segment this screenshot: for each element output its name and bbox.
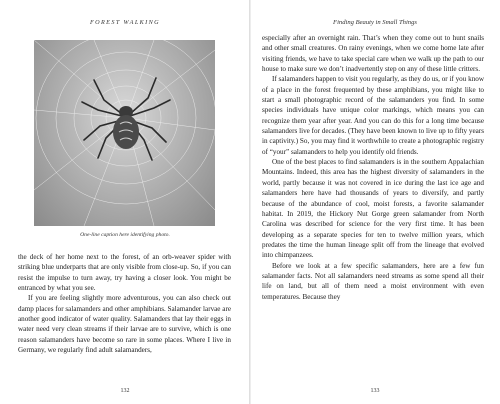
paragraph: If salamanders happen to visit you regularly, as they do us, or if you know of a place in the forest frequented by these amphibians, you might like to start a small photographic record of the salamanders you find. In some species individuals have unique color markings, which means you can recognize them year after year. And you can do this for a long time because salamanders live for decades. (They have been known to live up to fifty years in captivity.) So, you may find it worthwhile to create a photographic registry of “your” salamanders to help you identify old friends. [262, 75, 484, 156]
page-number-right: 133 [370, 388, 380, 394]
paragraph: If you are feeling slightly more adventurous, you can also check out damp places for salamanders and other amphibians. Salamander larvae are another good indicator of water quality. Salamanders that lay their eggs in water need very clean streams if their larvae are to survive, which is one reason salamanders have become so rare in some places. Where I live in Germany, we regularly find adult salamanders, [18, 294, 231, 355]
left-body-text [18, 252, 231, 355]
spider-photo [34, 40, 215, 226]
right-page [250, 0, 500, 404]
paragraph: One of the best places to find salamanders is in the southern Appalachian Mountains. Indeed, this area has the highest diversity of salamanders in the world, partly because it was not covered in ice during the last ice age and salamanders here have had thousands of years to diversify, and partly because of the abundance of cool, moist forests, a favorite salamander habitat. In 2019, the Hickory Nut Gorge green salamander from North Carolina was described for science for the very first time. It has been developing as a separate species for ten to twelve million years, which predates the time the human lineage split off from the lineage that evolved into chimpanzees. [262, 158, 484, 260]
running-head-left: FOREST WALKING [89, 19, 161, 26]
photo-caption: One-line caption here identifying photo. [80, 232, 170, 238]
spider-web-illustration [34, 40, 215, 226]
paragraph: the deck of her home next to the forest, of an orb-weaver spider with striking blue underparts that are only visible from close-up. So, if you can resist the impulse to turn away, try having a closer look. You might be entranced by what you see. [18, 253, 231, 293]
running-head-right: Finding Beauty in Small Things [333, 19, 417, 26]
paragraph: Before we look at a few specific salamanders, here are a few fun salamander facts. Not all salamanders need streams as some spend all their life on land, but all of them need a moist environment with even temperatures. Because they [262, 261, 484, 301]
page-number-left: 132 [120, 388, 130, 394]
right-body-text [262, 33, 484, 302]
paragraph: especially after an overnight rain. That’s when they come out to hunt snails and other small creatures. On rainy evenings, when we come home late after visiting friends, we have to take special care when we walk up the path to our house to make sure we don’t inadvertently step on any of these little critters. [262, 34, 484, 74]
